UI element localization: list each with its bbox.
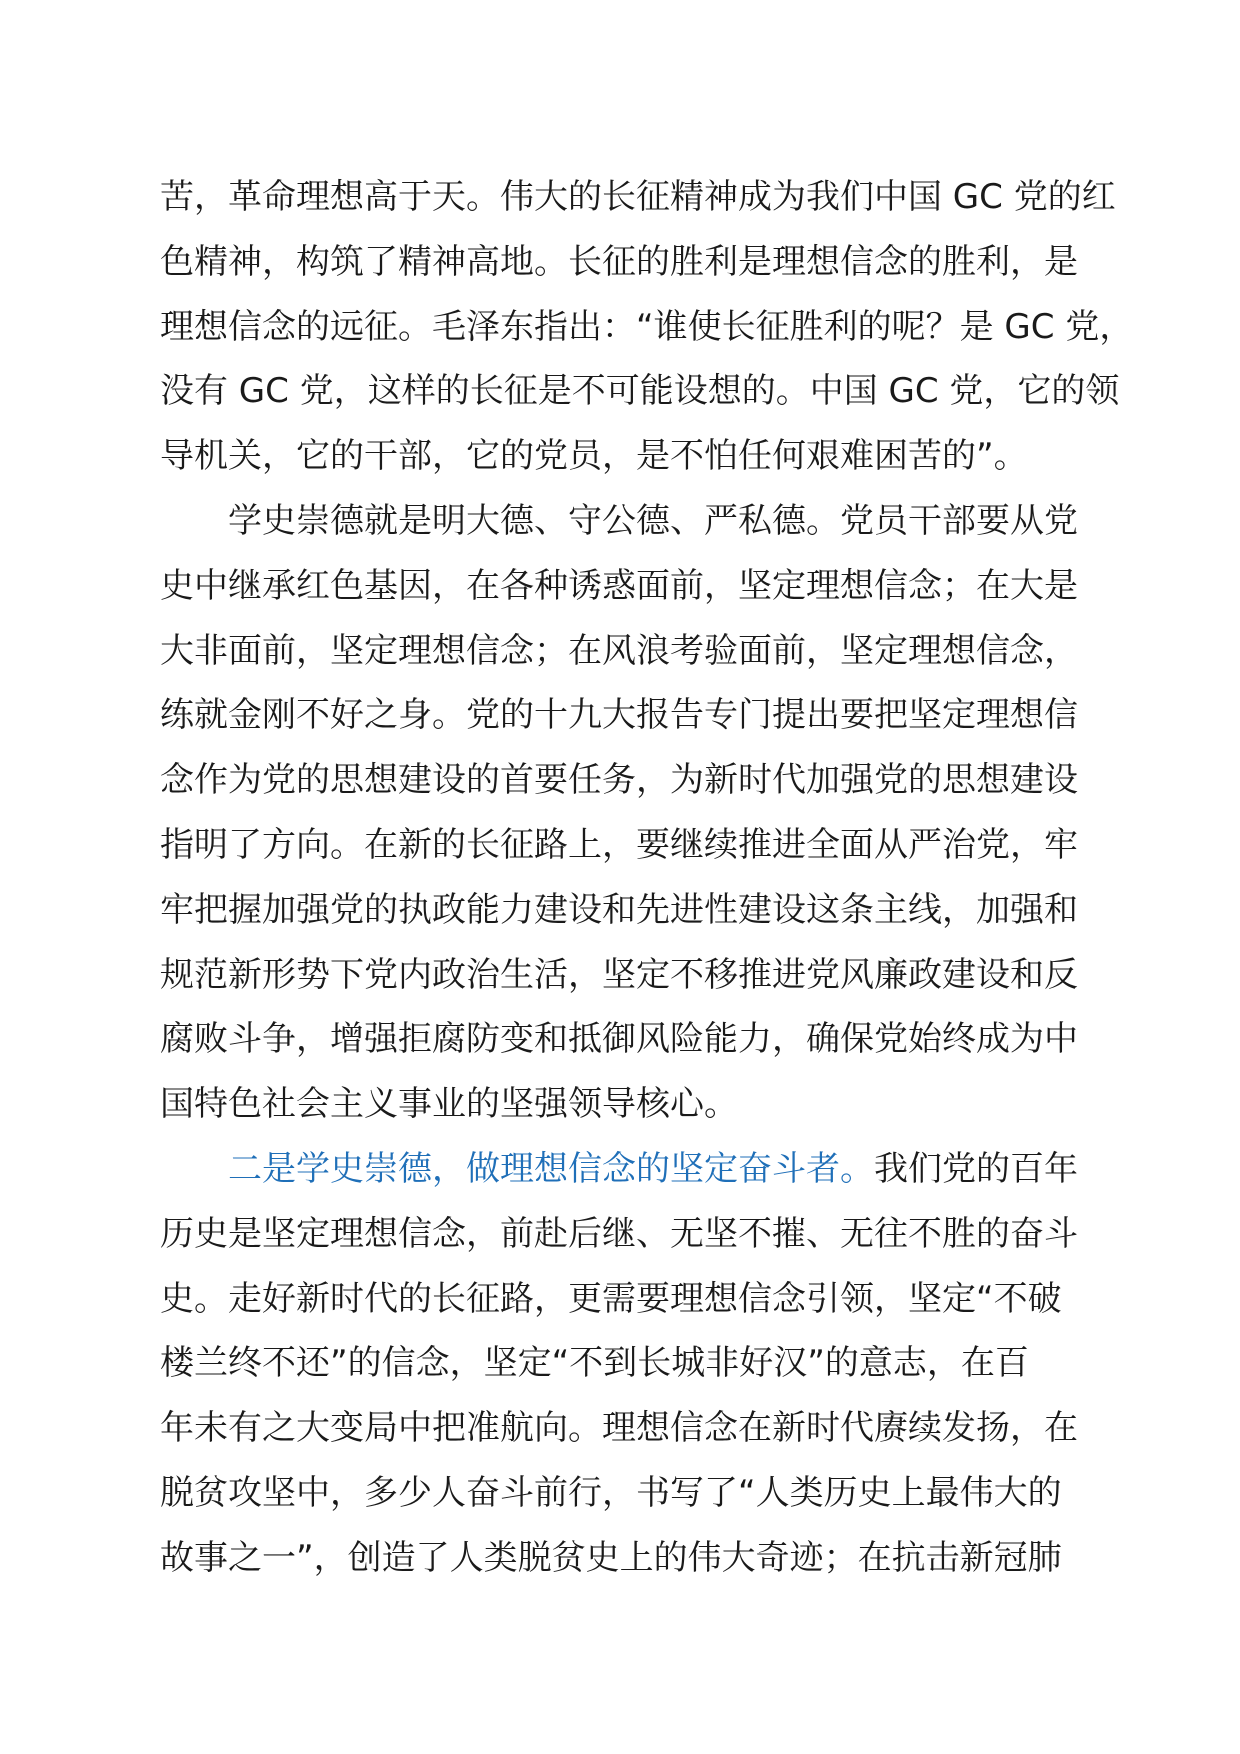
text-line: 学史崇德就是明大德、守公德、严私德。党员干部要从党 bbox=[228, 500, 1078, 541]
text-line: 历史是坚定理想信念，前赴后继、无坚不摧、无往不胜的奋斗 bbox=[160, 1213, 1078, 1254]
text-line: 牢把握加强党的执政能力建设和先进性建设这条主线，加强和 bbox=[160, 889, 1078, 930]
text-line: 指明了方向。在新的长征路上，要继续推进全面从严治党，牢 bbox=[160, 824, 1078, 865]
text-line: 导机关，它的干部，它的党员，是不怕任何艰难困苦的”。 bbox=[160, 436, 1028, 477]
text-line: 念作为党的思想建设的首要任务，为新时代加强党的思想建设 bbox=[160, 760, 1078, 801]
text-line: 没有 GC 党，这样的长征是不可能设想的。中国 GC 党，它的领 bbox=[160, 371, 1120, 412]
text-line: 苦，革命理想高于天。伟大的长征精神成为我们中国 GC 党的红 bbox=[160, 177, 1116, 217]
text-line: 国特色社会主义事业的坚强领导核心。 bbox=[160, 1084, 738, 1125]
text-line: 史中继承红色基因，在各种诱惑面前，坚定理想信念；在大是 bbox=[160, 565, 1078, 606]
text-line: 楼兰终不还”的信念，坚定“不到长城非好汉”的意志，在百 bbox=[160, 1343, 1029, 1384]
paragraph-2 bbox=[160, 489, 1120, 1137]
paragraph-1 bbox=[160, 165, 1134, 489]
text-line: 理想信念的远征。毛泽东指出：“谁使长征胜利的呢？是 GC 党， bbox=[160, 306, 1134, 347]
text-line: 色精神，构筑了精神高地。长征的胜利是理想信念的胜利，是 bbox=[160, 241, 1078, 282]
text-line: 史。走好新时代的长征路，更需要理想信念引领，坚定“不破 bbox=[160, 1278, 1062, 1319]
text-line: 规范新形势下党内政治生活，坚定不移推进党风廉政建设和反 bbox=[160, 954, 1078, 995]
paragraph-3 bbox=[160, 1137, 1120, 1591]
text-line: 大非面前，坚定理想信念；在风浪考验面前，坚定理想信念， bbox=[160, 630, 1078, 671]
text-fragment: 我们党的百年 bbox=[874, 1148, 1078, 1189]
text-line: 练就金刚不好之身。党的十九大报告专门提出要把坚定理想信 bbox=[160, 695, 1078, 736]
document-body bbox=[160, 165, 1134, 1591]
text-line: 故事之一”，创造了人类脱贫史上的伟大奇迹；在抗击新冠肺 bbox=[160, 1537, 1062, 1578]
text-line: 腐败斗争，增强拒腐防变和抵御风险能力，确保党始终成为中 bbox=[160, 1019, 1078, 1060]
text-line-with-heading bbox=[160, 1137, 1120, 1202]
text-line: 年未有之大变局中把准航向。理想信念在新时代赓续发扬，在 bbox=[160, 1408, 1078, 1449]
text-line: 脱贫攻坚中，多少人奋斗前行，书写了“人类历史上最伟大的 bbox=[160, 1472, 1062, 1513]
section-heading: 二是学史崇德，做理想信念的坚定奋斗者。 bbox=[228, 1148, 874, 1189]
